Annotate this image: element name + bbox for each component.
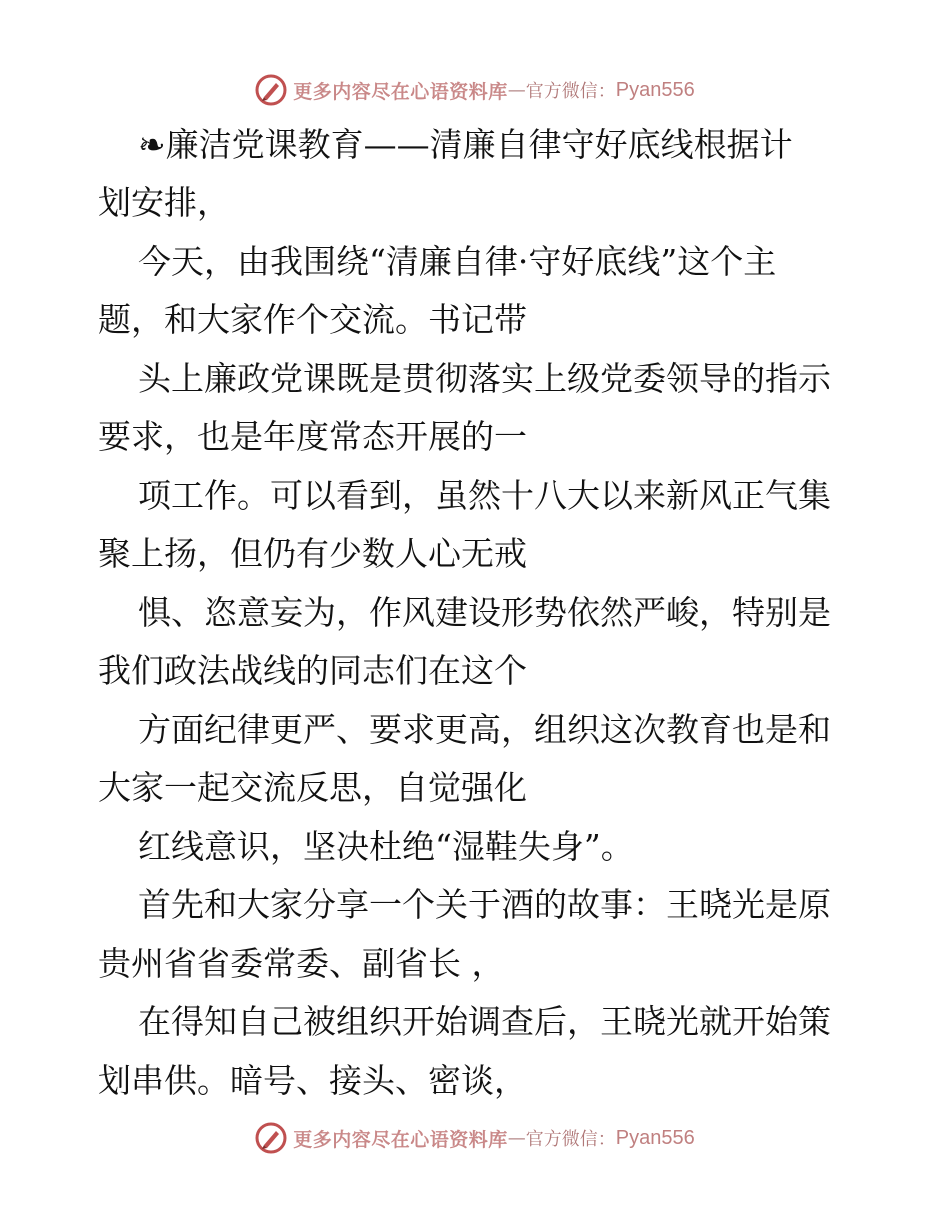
text-line: 大家一起交流反思，自觉强化 (98, 768, 527, 807)
text-line: 要求，也是年度常态开展的一 (98, 417, 527, 456)
text-line: 今天，由我围绕“清廉自律·守好底线”这个主 (138, 242, 777, 281)
text-line: 聚上扬，但仍有少数人心无戒 (98, 534, 527, 573)
text-line: 首先和大家分享一个关于酒的故事：王晓光是原 (138, 885, 831, 924)
text-line: 红线意识，坚决杜绝“湿鞋失身”。 (138, 827, 634, 866)
text-line: 在得知自己被组织开始调查后，王晓光就开始策 (138, 1002, 831, 1041)
flower-icon: ❧ (138, 125, 166, 164)
wechat-id: Pyan556 (615, 1126, 695, 1149)
library-text: 更多内容尽在心语资料库 (293, 1128, 508, 1151)
pen-logo-icon (255, 74, 287, 106)
text-line: 头上廉政党课既是贯彻落实上级党委领导的指示 (138, 359, 831, 398)
banner-dash: — (507, 79, 526, 101)
wechat-id: Pyan556 (615, 78, 695, 101)
text-line: 惧、恣意妄为，作风建设形势依然严峻，特别是 (138, 593, 831, 632)
title-line: ❧廉洁党课教育——清廉自律守好底线根据计 (138, 125, 793, 164)
banner-dash: — (507, 1127, 526, 1149)
text-line: 题，和大家作个交流。书记带 (98, 300, 527, 339)
library-text: 更多内容尽在心语资料库 (293, 80, 508, 103)
text-line: 划安排， (98, 183, 230, 222)
pen-logo-icon (255, 1122, 287, 1154)
text-line: 项工作。可以看到，虽然十八大以来新风正气集 (138, 476, 831, 515)
text-line: 方面纪律更严、要求更高，组织这次教育也是和 (138, 710, 831, 749)
wechat-label: 官方微信： (525, 81, 616, 102)
text-line: 贵州省省委常委、副省长 ， (98, 944, 505, 983)
text-line: 我们政法战线的同志们在这个 (98, 651, 527, 690)
text-line: 划串供。暗号、接头、密谈， (98, 1061, 527, 1100)
header-banner (0, 70, 950, 110)
footer-banner (0, 1118, 950, 1158)
wechat-label: 官方微信： (525, 1129, 616, 1150)
